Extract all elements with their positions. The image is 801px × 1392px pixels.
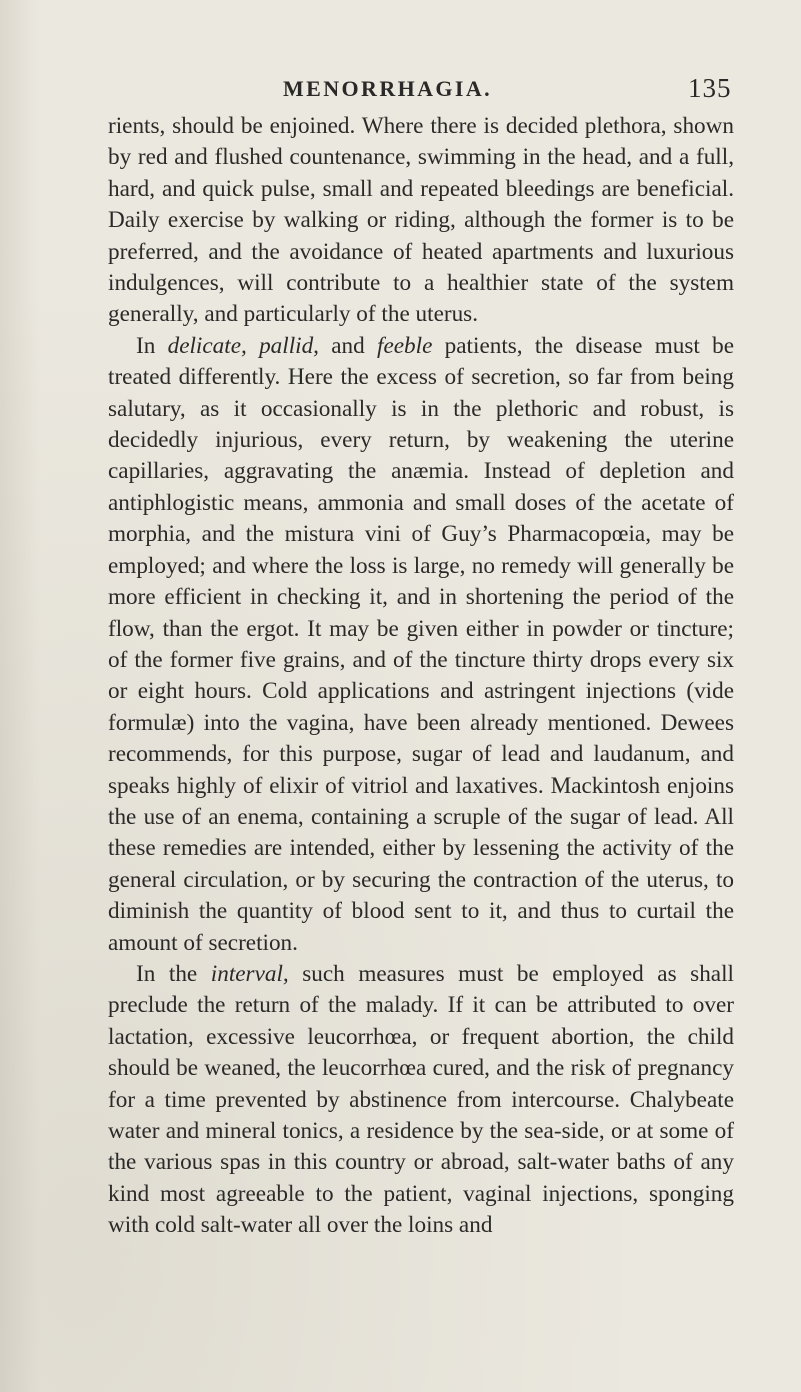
text-segment: In the [136,960,211,987]
text-segment: In [136,332,168,359]
running-title: MENORRHAGIA. [283,76,493,101]
paragraph-3 [108,959,734,1242]
text-segment: and [318,332,378,359]
text-segment: patients, the disease must be treated differently. Here the excess of secretion, so far from being salutary, as it occasionally is in the plethoric and robust, is decidedly injurious, every return, by weakening the uterine capillaries, aggravating the anæmia. Instead of depletion and antiphlogistic means, ammonia and small doses of the acetate of morphia, and the mistura vini of Guy’s Pharmacopœia, may be employed; and where the loss is large, no remedy will generally be more efficient in checking it, and in shortening the period of the flow, than the ergot. It may be given either in powder or tincture; of the former five grains, and of the tincture thirty drops every six or eight hours. Cold applications and astringent injections (vide formulæ) into the vagina, have been already mentioned. Dewees recommends, for this purpose, sugar of lead and laudanum, and speaks highly of elixir of vitriol and laxatives. Mackintosh enjoins the use of an enema, containing a scruple of the sugar of lead. All these remedies are intended, either by lessening the activity of the general circulation, or by securing the contraction of the uterus, to diminish the quantity of blood sent to it, and thus to curtail the amount of secretion. [108,332,734,956]
italic-segment: interval, [210,960,289,987]
italic-segment: delicate, pallid, [167,332,319,359]
body-text [108,111,734,1242]
paragraph-2 [108,331,734,959]
text-segment: such measures must be employed as shall preclude the return of the malady. If it can be attributed to over lactation, excessive leucorrhœa, or frequent abortion, the child should be weaned, the leucorrhœa cured, and the risk of pregnancy for a time prevented by abstinence from intercourse. Chalybeate water and mineral tonics, a residence by the sea-side, or at some of the various spas in this country or abroad, salt-water baths of any kind most agreeable to the patient, vaginal injections, sponging with cold salt-water all over the loins and [108,960,734,1239]
page-number: 135 [688,73,732,103]
italic-segment: feeble [377,332,433,359]
text-segment: rients, should be enjoined. Where there is decided plethora, shown by red and flushed countenance, swimming in the head, and a full, hard, and quick pulse, small and repeated bleedings are beneficial. Daily exercise by walking or riding, although the former is to be preferred, and the avoidance of heated apartments and luxurious indulgences, will contribute to a healthier state of the system generally, and particularly of the uterus. [108,113,734,328]
page-header [0,73,801,106]
paragraph-1 [108,111,734,331]
